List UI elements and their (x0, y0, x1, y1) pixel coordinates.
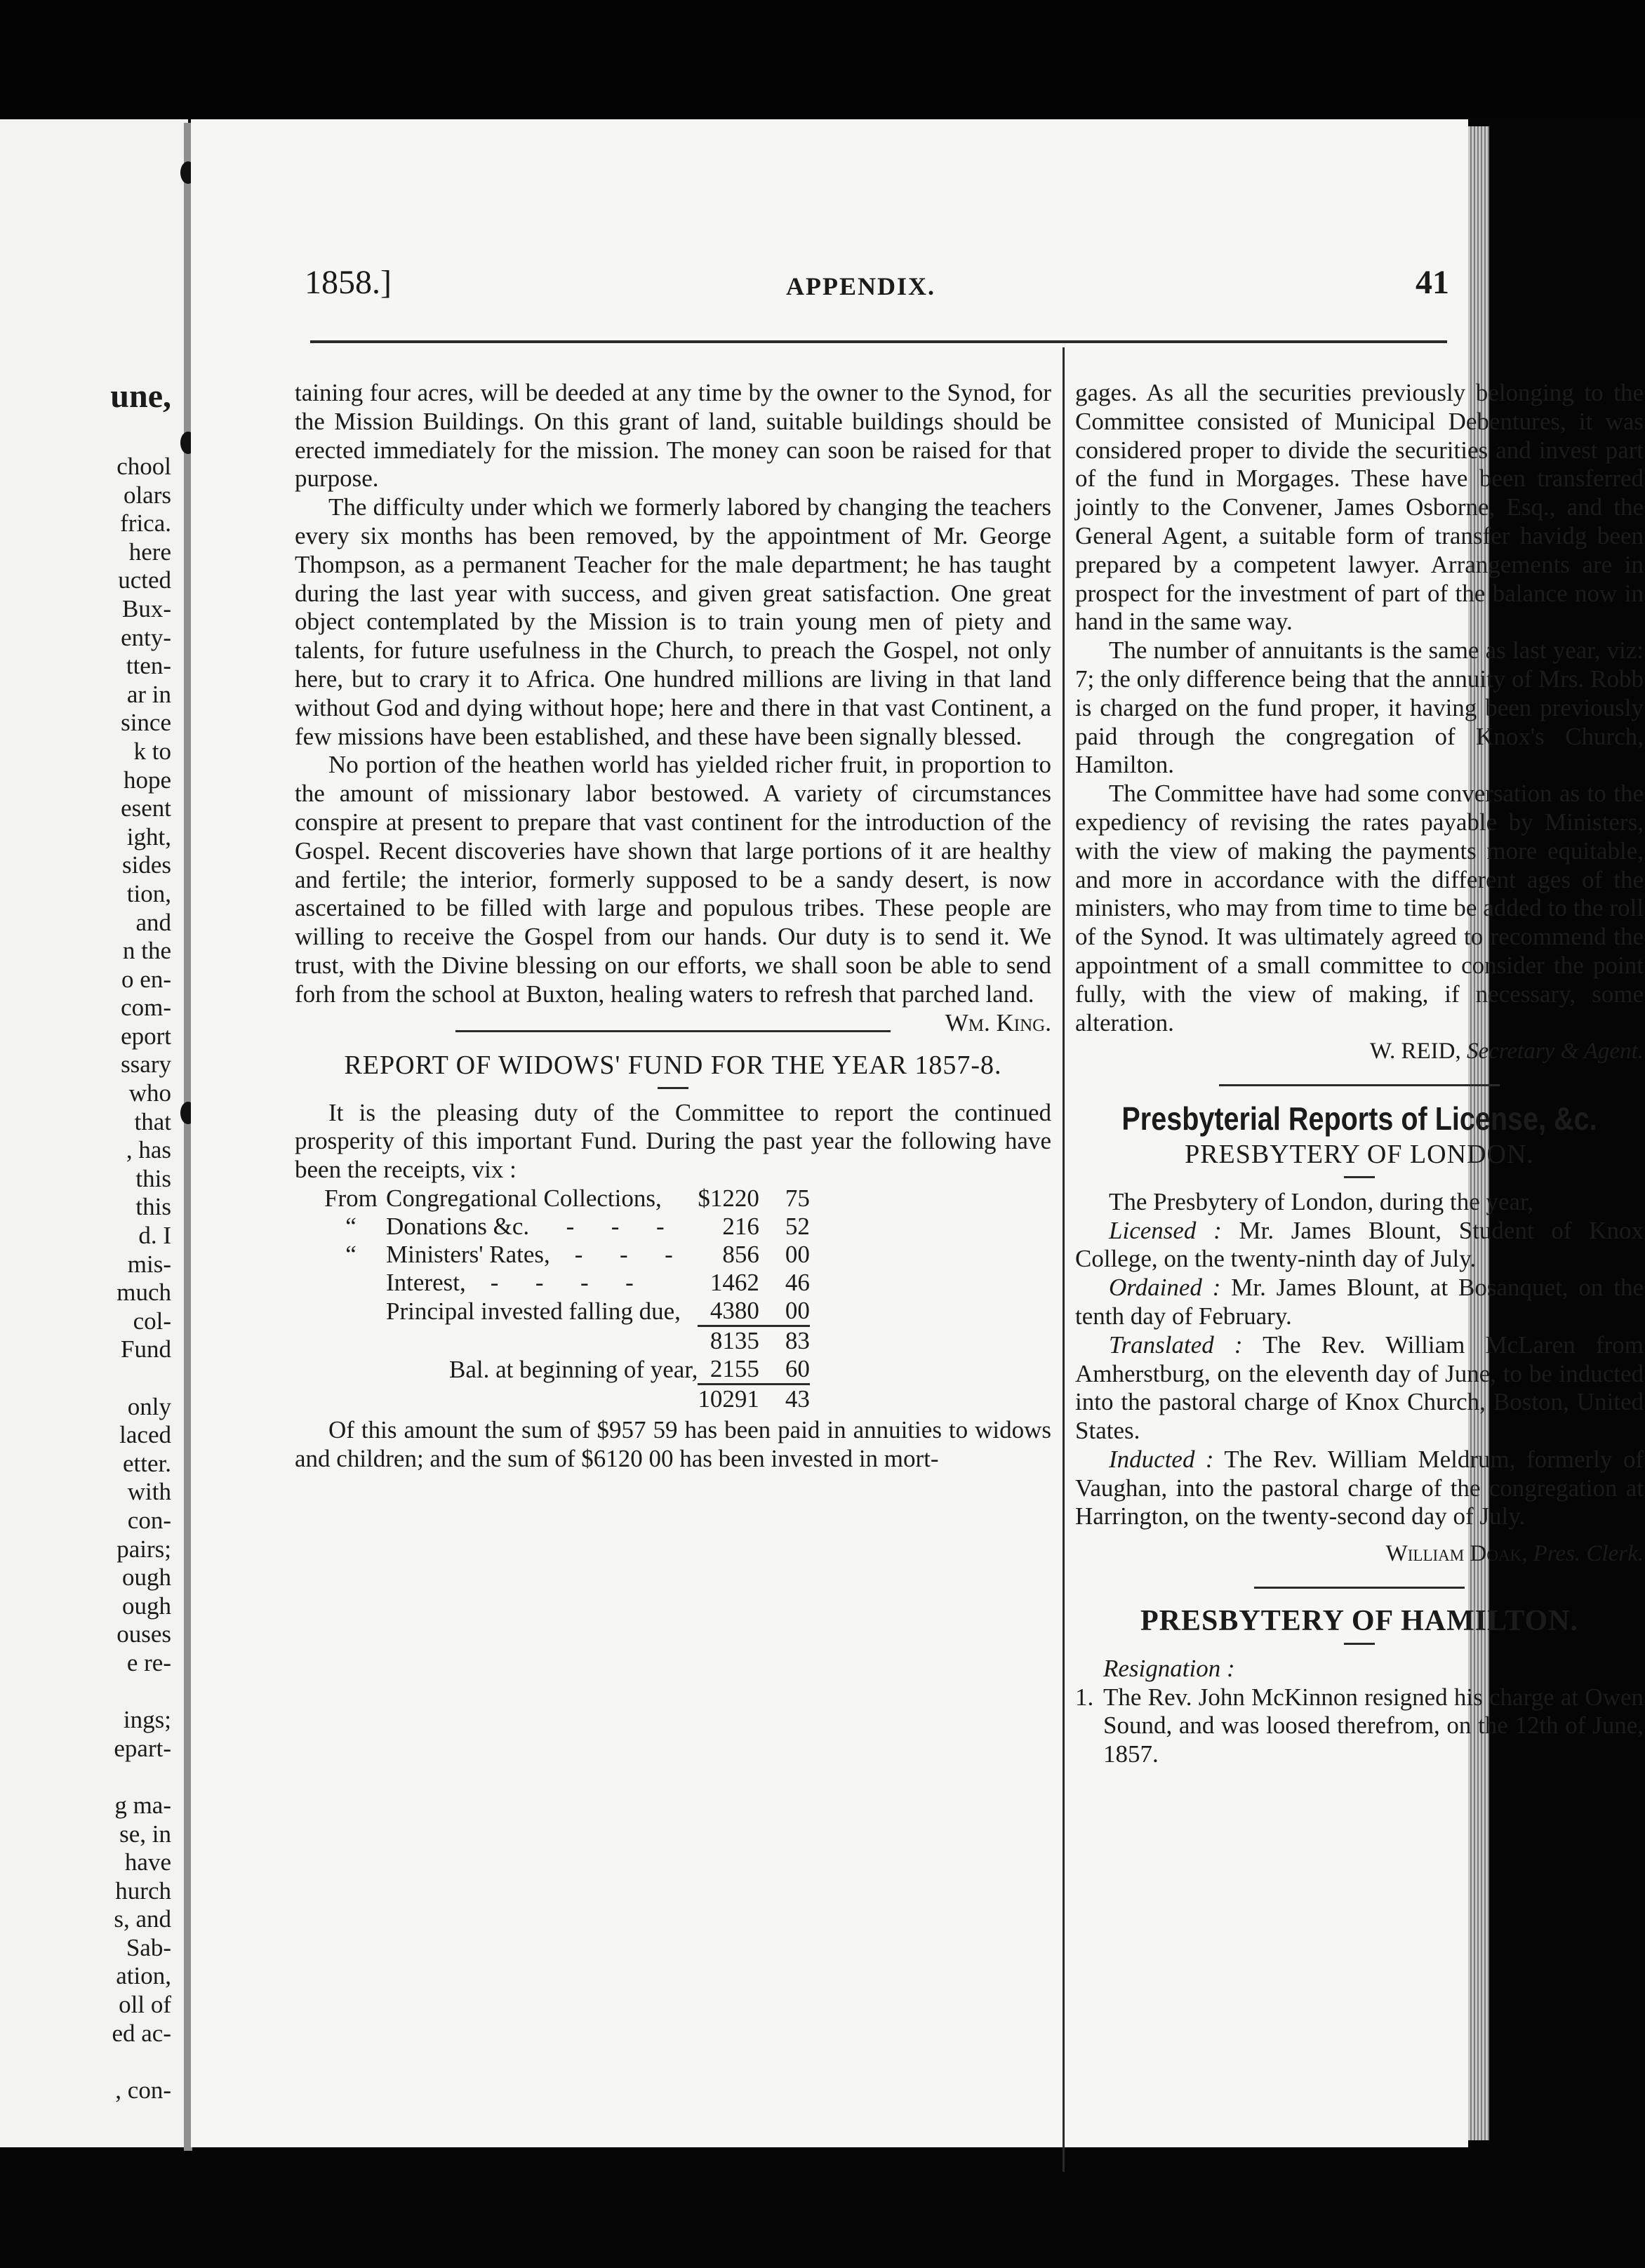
mission-signature: Wm. King. (945, 1008, 1051, 1036)
facing-page-line: pairs; (116, 1535, 171, 1563)
london-intro: The Presbytery of London, during the year, (1109, 1187, 1534, 1215)
receipt-label: Interest, - - - - (386, 1268, 634, 1296)
facing-page-line: this (135, 1164, 171, 1192)
ordained-text: Mr. James Blount, at Bosanquet, on the tenth day of February. (1075, 1274, 1644, 1330)
facing-page-line: here (128, 538, 171, 566)
section-rule (1219, 1084, 1500, 1086)
widows-fund-heading: REPORT OF WIDOWS' FUND FOR THE YEAR 1857-8. (344, 1050, 1002, 1080)
facing-page-line: ings; (123, 1706, 171, 1734)
facing-page-line: mis- (127, 1250, 171, 1278)
facing-page-line: sides (122, 851, 171, 879)
facing-page-heading: une, (110, 378, 171, 415)
facing-page-line: com- (121, 994, 171, 1022)
receipt-prefix: From (324, 1184, 378, 1212)
facing-page-line: chool (116, 453, 171, 480)
mission-paragraph-3-text: No portion of the heathen world has yielded richer fruit, in proportion to the amount of missionary labor bestowed. A variety of circumstances conspire at present to prepare that vast continent for the introduction of the Gospel. Recent discoveries have shown that large portions of it are healthy and fertile; the interior, formerly supposed to be a sandy desert, is now ascertained to be filled with large and populous tribes. These people are willing to receive the Gospel from our hands. Our duty is to send it. We trust, with the Divine blessing on our efforts, we shall soon be able to send forh from the school at Buxton, healing waters to refresh that parched land. (295, 751, 1051, 1008)
translated-text: The Rev. William McLaren from Amherstburg, on the eleventh day of June, to be inducted into the pastoral charge of Knox Church, Boston, United States. (1075, 1330, 1644, 1445)
balance-row (316, 1355, 810, 1385)
subtotal-row (316, 1326, 810, 1355)
facing-page-fragment (0, 119, 188, 2147)
facing-page-line: con- (127, 1506, 171, 1534)
translated-entry (1075, 1331, 1644, 1446)
receipts-table (316, 1185, 810, 1413)
inducted-entry (1075, 1446, 1644, 1531)
receipt-label: Donations &c. - - - (386, 1212, 665, 1240)
widows-fund-intro: It is the pleasing duty of the Committee to report the continued prosperity of this important Fund. During the past year the following have been the receipts, vix : (295, 1098, 1051, 1184)
translated-label: Translated : (1109, 1330, 1243, 1359)
doak-signature (1075, 1540, 1644, 1568)
subtotal-dollars: 8135 (698, 1326, 768, 1355)
reid-title: Secretary & Agent. (1466, 1039, 1644, 1065)
total-dollars: 10291 (698, 1384, 768, 1413)
facing-page-line (0, 1763, 180, 1792)
facing-page-line: esent (121, 794, 171, 822)
licensed-text: Mr. James Blount, Student of Knox College, on the twenty-ninth day of July. (1075, 1216, 1644, 1273)
facing-page-line (0, 1678, 180, 1707)
facing-page-line: hurch (115, 1876, 171, 1905)
facing-page-line: o en- (121, 965, 171, 993)
doak-title: Pres. Clerk. (1533, 1541, 1644, 1567)
facing-page-line: g ma- (114, 1791, 171, 1819)
receipt-row (316, 1269, 810, 1297)
balance-label: Bal. at beginning of year, (449, 1355, 698, 1383)
receipt-prefix: “ (345, 1212, 357, 1240)
resignation-label: Resignation : (1103, 1654, 1235, 1682)
facing-page-line: Bux- (122, 594, 171, 622)
facing-page-line: ssary (121, 1050, 171, 1079)
facing-page-line: k to (133, 737, 171, 765)
receipt-label: Principal invested falling due, (386, 1297, 681, 1325)
receipt-row (316, 1213, 810, 1241)
doak-name: William Doak, (1385, 1541, 1528, 1567)
item-text: The Rev. John McKinnon resigned his charge at Owen Sound, and was loosed therefrom, on the 12th of June, 1857. (1103, 1683, 1644, 1768)
facing-page-line: ucted (118, 566, 171, 594)
facing-page-line: since (121, 709, 171, 737)
receipt-cents: 52 (785, 1212, 810, 1240)
hamilton-heading: PRESBYTERY OF HAMILTON. (1140, 1605, 1579, 1638)
facing-page-line: ough (122, 1563, 171, 1592)
facing-page-line: this (135, 1193, 171, 1221)
receipt-row (316, 1185, 810, 1213)
facing-page-line: n the (122, 937, 171, 965)
facing-page-line: who (128, 1079, 171, 1107)
facing-page-line: oll of (119, 1991, 171, 2019)
facing-page-line: ation, (116, 1962, 171, 1990)
subtotal-cents: 83 (768, 1326, 810, 1355)
section-rule (455, 1030, 891, 1032)
total-row (316, 1384, 810, 1413)
receipt-label: Ministers' Rates, - - - (386, 1240, 673, 1268)
facing-page-line: d. I (138, 1222, 171, 1250)
facing-page-line: frica. (120, 509, 171, 538)
receipt-prefix (316, 1297, 386, 1326)
book-page (191, 119, 1644, 2147)
facing-page-line: eport (121, 1022, 171, 1050)
receipt-cents: 46 (785, 1268, 810, 1296)
licensed-label: Licensed : (1109, 1216, 1222, 1244)
balance-cents: 60 (785, 1354, 810, 1382)
facing-page-line: col- (133, 1307, 171, 1335)
facing-page-line: tion, (126, 879, 171, 907)
facing-page-line (0, 2048, 180, 2076)
header-title: APPENDIX. (786, 272, 935, 300)
receipt-row (316, 1297, 810, 1326)
receipt-dollars: 1462 (710, 1268, 759, 1296)
facing-page-line: epart- (114, 1734, 171, 1762)
facing-page-line: , con- (115, 2076, 171, 2104)
scan-background-top (0, 0, 1645, 119)
facing-page-line: etter. (123, 1449, 171, 1477)
header-rule (310, 340, 1447, 343)
heading-dash (1344, 1643, 1375, 1645)
receipt-cents: 00 (785, 1240, 810, 1268)
facing-page-lines (0, 453, 188, 2104)
facing-page-line (0, 1364, 180, 1393)
receipt-cents: 00 (785, 1296, 810, 1324)
receipt-dollars: $1220 (698, 1184, 759, 1212)
total-cents: 43 (768, 1384, 810, 1413)
london-heading: PRESBYTERY OF LONDON. (1185, 1139, 1534, 1169)
balance-dollars: 2155 (710, 1354, 759, 1382)
facing-page-line: olars (123, 481, 171, 509)
facing-page-line: ouses (116, 1620, 171, 1648)
inducted-text: The Rev. William Meldrum, formerly of Vaughan, into the pastoral charge of the congregation at Harrington, on the twenty-second day of July. (1075, 1445, 1644, 1530)
right-column (1075, 379, 1644, 1769)
mission-paragraph-3 (295, 751, 1051, 1036)
facing-page-line: se, in (119, 1820, 171, 1848)
column-separator (1063, 347, 1065, 2172)
facing-page-line: enty- (121, 623, 171, 651)
facing-page-line: that (134, 1107, 171, 1135)
facing-page-line: e re- (126, 1648, 171, 1676)
facing-page-line: Fund (121, 1335, 171, 1363)
reid-signature (1075, 1037, 1644, 1066)
ordained-entry (1075, 1274, 1644, 1331)
facing-page-line: and (135, 908, 171, 936)
inducted-label: Inducted : (1109, 1445, 1214, 1473)
facing-page-line: much (116, 1279, 171, 1307)
facing-page-line: , has (126, 1136, 171, 1164)
resignation-item (1075, 1683, 1644, 1769)
receipt-prefix: “ (345, 1240, 357, 1268)
reid-name: W. REID, (1369, 1039, 1461, 1065)
facing-page-line: ight, (126, 822, 171, 850)
item-number: 1. (1075, 1683, 1094, 1711)
receipt-prefix (316, 1269, 386, 1297)
receipt-cents: 75 (785, 1184, 810, 1212)
facing-page-line: ar in (126, 680, 171, 708)
receipt-dollars: 216 (722, 1212, 759, 1240)
receipt-row (316, 1241, 810, 1269)
facing-page-line: s, and (114, 1905, 171, 1933)
widows-continued-1: gages. As all the securities previously belonging to the Committee consisted of Municipal Debentures, it was considered proper to divide the securities and invest part of the fund in Morgages. These have been transferred jointly to the Convener, James Osborne, Esq., and the General Agent, a suitable form of transfer havidg been prepared by a competent lawyer. Arrangements are in prospect for the investment of part of the balance now in hand in the same way. (1075, 379, 1644, 636)
facing-page-line: Sab- (126, 1933, 171, 1961)
presbyterial-reports-heading: Presbyterial Reports of License, &c. (1121, 1100, 1597, 1138)
receipt-dollars: 4380 (710, 1296, 759, 1324)
resignation-label-line (1075, 1655, 1644, 1683)
facing-page-line: only (127, 1392, 171, 1420)
ordained-label: Ordained : (1109, 1274, 1221, 1302)
receipt-label: Congregational Collections, (386, 1184, 662, 1212)
page-number: 41 (1416, 264, 1449, 301)
facing-page-line: tten- (126, 652, 171, 680)
licensed-entry (1075, 1217, 1644, 1274)
facing-page-line: ed ac- (112, 2019, 171, 2047)
widows-fund-closing: Of this amount the sum of $957 59 has been paid in annuities to widows and children; and the sum of $6120 00 has been invested in mort- (295, 1415, 1051, 1472)
header-year: 1858.] (305, 264, 392, 301)
facing-page-line: ough (122, 1592, 171, 1620)
section-rule (1254, 1587, 1465, 1589)
left-column (295, 379, 1051, 1474)
mission-paragraph-2: The difficulty under which we formerly labored by changing the teachers every six months has been removed, by the appointment of Mr. George Thompson, as a permanent Teacher for the male department; he has taught during the last year with success, and given great satisfaction. One great object contemplated by the Mission is to train young men of piety and talents, for future usefulness in the Church, to preach the Gospel, not only here, but to crary it to Africa. One hundred millions are living in that land without God and dying without hope; here and there in that vast Continent, a few missions have been established, and these have been signally blessed. (295, 493, 1051, 750)
mission-paragraph-1: taining four acres, will be deeded at any time by the owner to the Synod, for the Mission Buildings. On this grant of land, suitable buildings should be erected immediately for the mission. The money can soon be raised for that purpose. (295, 379, 1051, 493)
facing-page-line: hope (123, 766, 171, 794)
facing-page-text (0, 378, 188, 2104)
facing-page-line: laced (119, 1421, 171, 1449)
widows-continued-3: The Committee have had some conversation as to the expediency of revising the rates payable by Ministers, with the view of making the payments more equitable, and more in accordance with the different ages of the ministers, who may from time to time be added to the roll of the Synod. It was ultimately agreed to recommend the appointment of a small committee to consider the point fully, with the view of making, if necessary, some alteration. (1075, 780, 1644, 1036)
heading-dash (1344, 1176, 1375, 1178)
widows-continued-2: The number of annuitants is the same as last year, viz: 7; the only difference being that the annuity of Mrs. Robb is charged on the fund proper, it having been previously paid through the congregation of Knox's Church, Hamilton. (1075, 636, 1644, 779)
receipt-dollars: 856 (722, 1240, 759, 1268)
facing-page-line: with (127, 1478, 171, 1506)
heading-dash (658, 1087, 688, 1089)
running-header (191, 263, 1468, 312)
facing-page-line: have (124, 1848, 171, 1876)
